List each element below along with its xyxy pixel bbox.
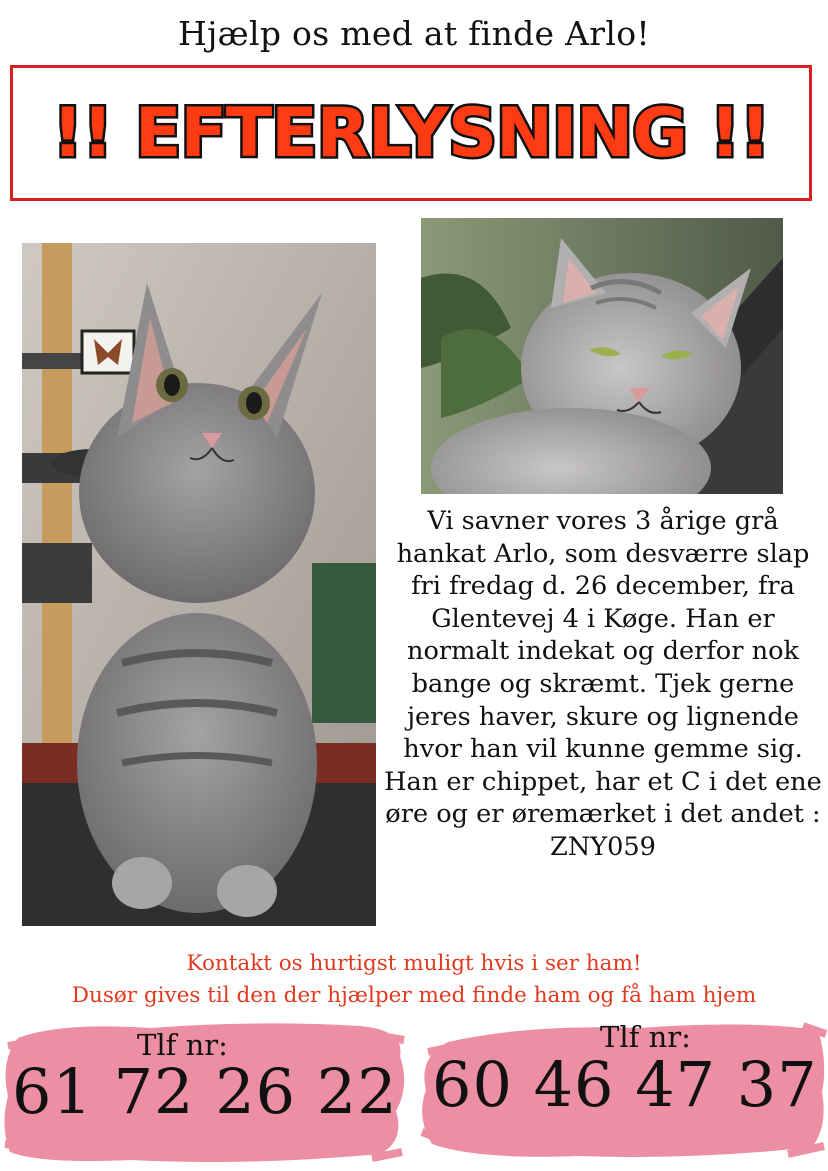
reward-line: Dusør gives til den der hjælper med finde ham og få ham hjem: [71, 983, 757, 1008]
banner-text: !! EFTERLYSNING !!: [52, 93, 770, 173]
contact-line: Kontakt os hurtigst muligt hvis i ser ham!: [186, 951, 642, 976]
cat-resting-illustration: [421, 218, 783, 494]
cat-resting-photo: [421, 218, 783, 494]
phone-number-right[interactable]: 60 46 47 37: [432, 1048, 818, 1121]
phone-number-left[interactable]: 61 72 26 22: [12, 1055, 398, 1128]
cat-description: Vi savner vores 3 årige grå hankat Arlo, som desværre slap fri fredag d. 26 december, fra Glentevej 4 i Køge. Han er normalt indekat og derfor nok bange og skræmt. Tjek gerne jeres haver, skure og lignende hvor han vil kunne gemme sig. Han er chippet, har et C i det ene øre og er øremærket i det andet : ZNY059: [384, 506, 822, 862]
cat-sitting-photo: [22, 243, 376, 926]
poster-heading: Hjælp os med at finde Arlo!: [178, 14, 650, 53]
efterlysning-banner: [10, 65, 812, 201]
cat-sitting-illustration: [22, 243, 376, 926]
phone-label-right: Tlf nr:: [600, 1020, 691, 1054]
phone-label-left: Tlf nr:: [137, 1028, 228, 1062]
